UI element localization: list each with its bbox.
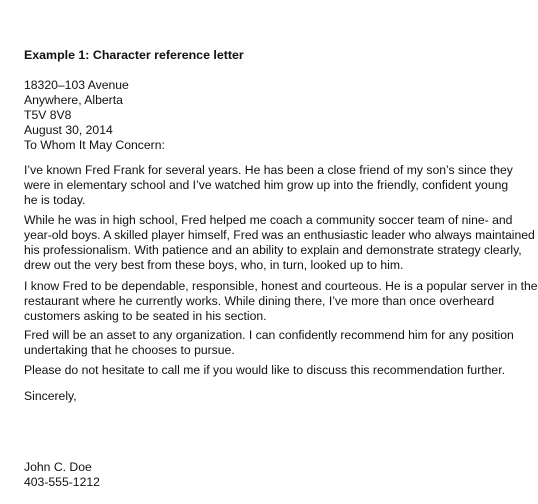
paragraph-line: his professionalism. With patience and an ability to explain and demonstrate strategy clearly, [24,243,522,257]
paragraph-line: Fred will be an asset to any organization. I can confidently recommend him for any position [24,328,514,342]
paragraph-5 [24,363,505,378]
paragraph-1 [24,163,513,208]
paragraph-line: While he was in high school, Fred helped me coach a community soccer team of nine- and [24,213,513,227]
paragraph-line: Please do not hesitate to call me if you would like to discuss this recommendation further. [24,363,505,377]
paragraph-line: I know Fred to be dependable, responsible, honest and courteous. He is a popular server in the [24,279,538,293]
paragraph-line: restaurant where he currently works. While dining there, I’ve more than once overheard [24,294,495,308]
paragraph-line: were in elementary school and I’ve watched him grow up into the friendly, confident young [24,178,509,192]
signature-name: John C. Doe [24,460,92,474]
address-city: Anywhere, Alberta [24,93,123,107]
paragraph-2 [24,213,535,273]
closing: Sincerely, [24,389,77,403]
paragraph-line: drew out the very best from these boys, who, in turn, looked up to him. [24,258,404,272]
paragraph-line: undertaking that he chooses to pursue. [24,343,235,357]
sender-address [24,78,129,138]
letter-date: August 30, 2014 [24,123,113,137]
paragraph-line: he is today. [24,193,86,207]
paragraph-3 [24,279,538,324]
document-title: Example 1: Character reference letter [24,48,244,62]
paragraph-4 [24,328,514,358]
paragraph-line: I’ve known Fred Frank for several years. He has been a close friend of my son’s since they [24,163,513,177]
signature-block [24,460,100,490]
address-street: 18320–103 Avenue [24,78,129,92]
salutation: To Whom It May Concern: [24,138,165,152]
address-postal-code: T5V 8V8 [24,108,72,122]
signature-phone: 403-555-1212 [24,475,100,489]
paragraph-line: customers asking to be seated in his section. [24,309,267,323]
paragraph-line: year-old boys. A skilled player himself, Fred was an enthusiastic leader who always maintained [24,228,535,242]
